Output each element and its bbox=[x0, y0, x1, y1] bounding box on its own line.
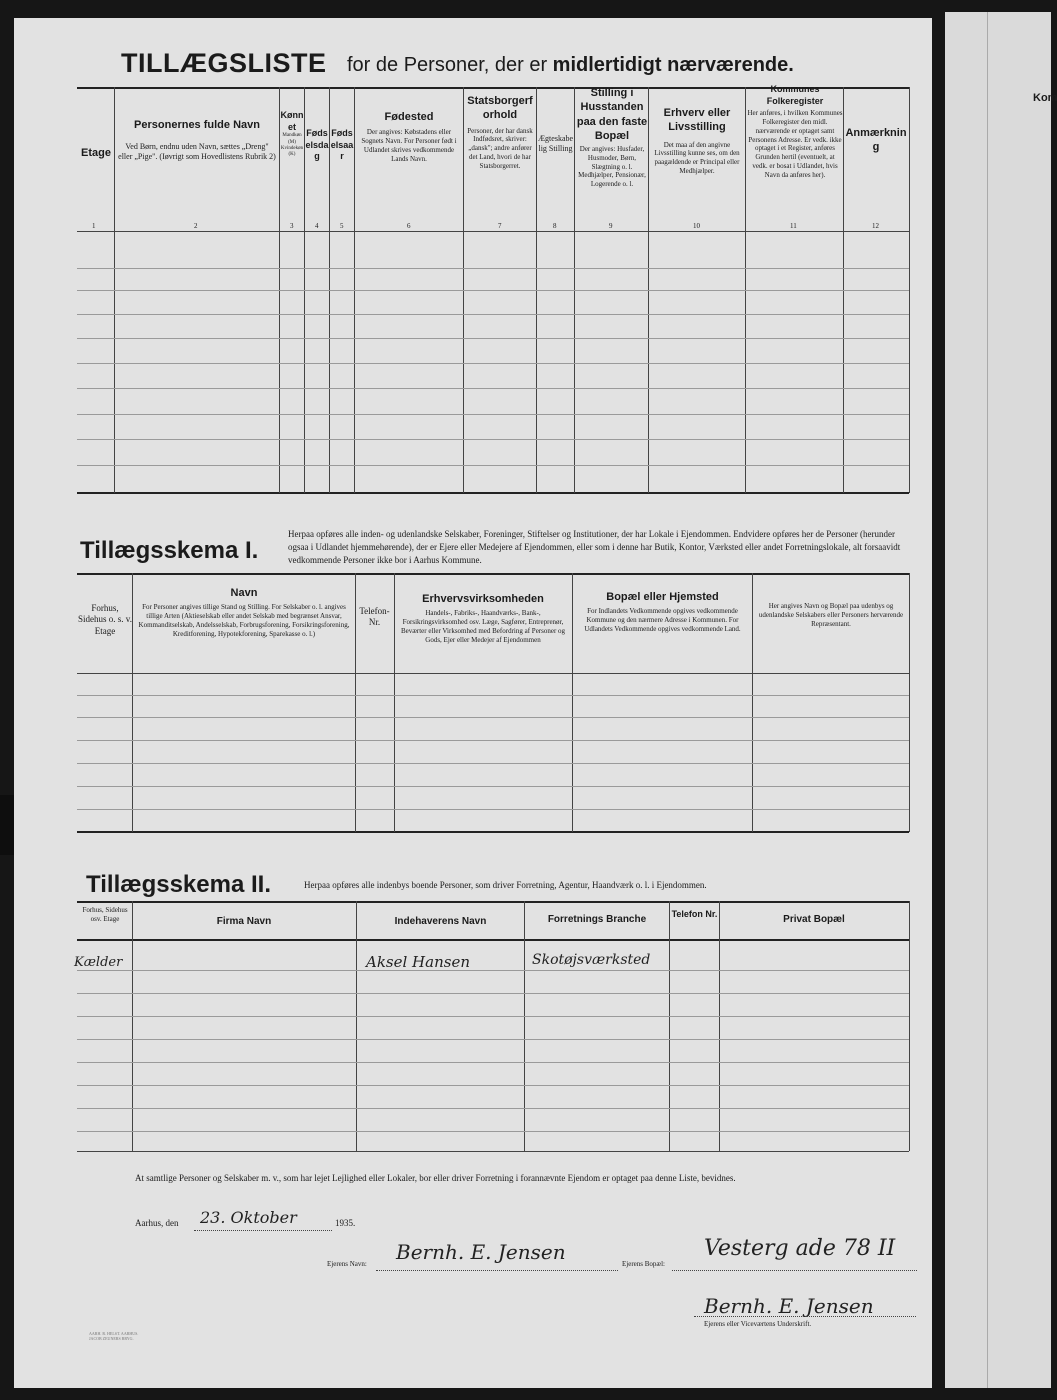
list-col-number: 1 bbox=[92, 222, 96, 230]
list-col-number: 11 bbox=[790, 222, 797, 230]
list-col-3-header: Kønnet Mandkøn (M) Kvindekøn (K) bbox=[280, 110, 304, 158]
schema2-row-indehaver: Aksel Hansen bbox=[366, 953, 470, 971]
owner-address-handwritten: Vesterg ade 78 II bbox=[704, 1236, 896, 1261]
schema2-col-branche: Forretnings Branche bbox=[547, 914, 647, 925]
list-col-number: 2 bbox=[194, 222, 198, 230]
declaration-text: At samtlige Personer og Selskaber m. v., som har lejet Lejlighed eller Lokaler, bor eller driver Forretning i forannævnte Ejendom er optaget paa denne Liste, bevidnes. bbox=[135, 1173, 736, 1183]
signature-label: Ejerens eller Viceværtens Underskrift. bbox=[704, 1320, 812, 1328]
schema2-row-etage: Kælder bbox=[74, 955, 123, 970]
schema1-col-bopael: Bopæl eller Hjemsted For Indlandets Vedkommende opgives vedkommende Kommune og den nærmere Adresse i Kommunen. For Udlandets Vedkommende opgives vedkommende Land. bbox=[584, 591, 741, 633]
list-subtitle bbox=[347, 54, 794, 77]
list-col-2-header: Personernes fulde Navn Ved Børn, endnu uden Navn, sættes „Dreng" eller „Pige". (Iøvrigt som Hovedlistens Rubrik 2) bbox=[118, 119, 276, 162]
schema2-title: Tillægsskema II. bbox=[86, 871, 271, 898]
schema2-col-telefon: Telefon Nr. bbox=[671, 909, 718, 919]
adjacent-page-text: Kom bbox=[1033, 92, 1057, 104]
place-label: Aarhus, den bbox=[135, 1218, 179, 1228]
form-sheet bbox=[14, 18, 932, 1388]
adjacent-page bbox=[945, 12, 1057, 1388]
list-col-number: 10 bbox=[693, 222, 700, 230]
list-col-number: 9 bbox=[609, 222, 613, 230]
list-col-8-header: Ægteskabelig Stilling bbox=[537, 134, 574, 153]
schema2-col-indehaver: Indehaverens Navn bbox=[394, 916, 487, 927]
owner-label: Ejerens Navn: bbox=[327, 1260, 367, 1268]
list-col-6-header: Fødested Der angives: Købstadens eller Sognets Navn. For Personer født i Udlandet skrives vedkommende Lands Navn. bbox=[361, 111, 457, 163]
list-col-number: 4 bbox=[315, 222, 319, 230]
schema1-col-navn: Navn For Personer angives tillige Stand og Stilling. For Selskaber o. l. angives tillige Arten (Aktieselskab eller andet Selskab med begrænset Ansvar, Kommanditselskab, Andelsselskab, Forbrugsforening, Forsikringsforening, Kreditforening, Hypotekforening, Sparekasse o. l.) bbox=[138, 587, 350, 638]
schema1-col-erhverv: Erhvervsvirksomheden Handels-, Fabriks-, Haandværks-, Bank-, Forsikringsvirksomhed osv. Læge, Sagfører, Entreprenør, Beværter eller Virksomhed med Befordring af Personer og Gods, Ejer eller Medejer af Ejendommen bbox=[400, 593, 566, 644]
year: 1935. bbox=[335, 1218, 356, 1228]
schema1-col-etage: Forhus, Sidehus o. s. v. Etage bbox=[78, 603, 132, 636]
schema1-col-repraesentant: Her angives Navn og Bopæl paa udenbys og udenlandske Selskabers eller Personers herværende Repræsentant. bbox=[758, 602, 904, 628]
list-subtitle-bold: midlertidigt nærværende. bbox=[552, 54, 794, 76]
list-col-12-header: Anmærkning bbox=[845, 127, 907, 154]
list-col-9-header: Stilling i Husstanden paa den faste Bopæl Der angives: Husfader, Husmoder, Børn, Slægtning o. l. Medhjælper, Pensionær, Logerende o. l. bbox=[576, 87, 648, 189]
schema1-title: Tillægsskema I. bbox=[80, 537, 259, 564]
signature-handwritten: Bernh. E. Jensen bbox=[704, 1294, 874, 1318]
owner-name-handwritten: Bernh. E. Jensen bbox=[396, 1240, 566, 1264]
list-col-11-header: Kommunes Folkeregister Her anføres, i hvilken Kommunes Folkeregister den midl. nærværende er optaget samt Personens Adresse. Er vedk. ikke optaget i et Register, anføres Grunden hertil (eventuelt, at vedk. er bosat i Udlandet, hvis Navn da anføres her). bbox=[747, 84, 843, 179]
schema2-intro: Herpaa opføres alle indenbys boende Personer, som driver Forretning, Agentur, Haandværk o. l. i Ejendommen. bbox=[304, 880, 707, 890]
schema2-col-bopael: Privat Bopæl bbox=[783, 914, 845, 925]
list-title: TILLÆGSLISTE bbox=[121, 48, 327, 78]
schema2-row-branche: Skotøjsværksted bbox=[532, 952, 651, 968]
list-col-10-header: Erhverv eller Livsstilling Det maa af den angivne Livsstilling kunne ses, om den paagældende er Principal eller Medhjælper. bbox=[654, 107, 740, 175]
list-col-7-header: Statsborgerforhold Personer, der har dansk Indfødsret, skriver: „dansk"; andre anfører det Land, hvori de har Statsborgerret. bbox=[467, 95, 533, 170]
list-col-number: 3 bbox=[290, 222, 294, 230]
printer-imprint: AARH. R. HELST. AARHUS. JACOB ZEUNERS BRYG. bbox=[89, 1331, 139, 1341]
list-col-number: 7 bbox=[498, 222, 502, 230]
list-col-number: 12 bbox=[872, 222, 879, 230]
address-label: Ejerens Bopæl: bbox=[622, 1260, 665, 1268]
list-col-4-header: Fødselsdag bbox=[305, 128, 329, 162]
list-col-number: 8 bbox=[553, 222, 557, 230]
list-col-number: 6 bbox=[407, 222, 411, 230]
schema1-col-telefon: Telefon-Nr. bbox=[359, 606, 390, 628]
list-col-5-header: Fødselsaar bbox=[330, 128, 354, 162]
list-subtitle-pre: for de Personer, der er bbox=[347, 54, 548, 76]
schema2-col-firma: Firma Navn bbox=[216, 916, 272, 927]
list-col-1-header: Etage bbox=[81, 147, 111, 159]
date-handwritten: 23. Oktober bbox=[200, 1208, 297, 1227]
schema1-intro: Herpaa opføres alle inden- og udenlandske Selskaber, Foreninger, Stiftelser og Institutioner, der har Lokale i Ejendommen. Endvidere opføres her de Personer (herunder ogsaa i Udlandet hjemmehørende), der er Ejere eller Medejere af Ejendommen, eller som i denne har Butik, Kontor, Værksted eller andet Forretningslokale, alt forsaavidt vedkommende Personer ikke bor i Aarhus Kommune. bbox=[288, 529, 901, 565]
list-col-number: 5 bbox=[340, 222, 344, 230]
schema2-col-etage: Forhus, Sidehus osv. Etage bbox=[82, 906, 128, 923]
